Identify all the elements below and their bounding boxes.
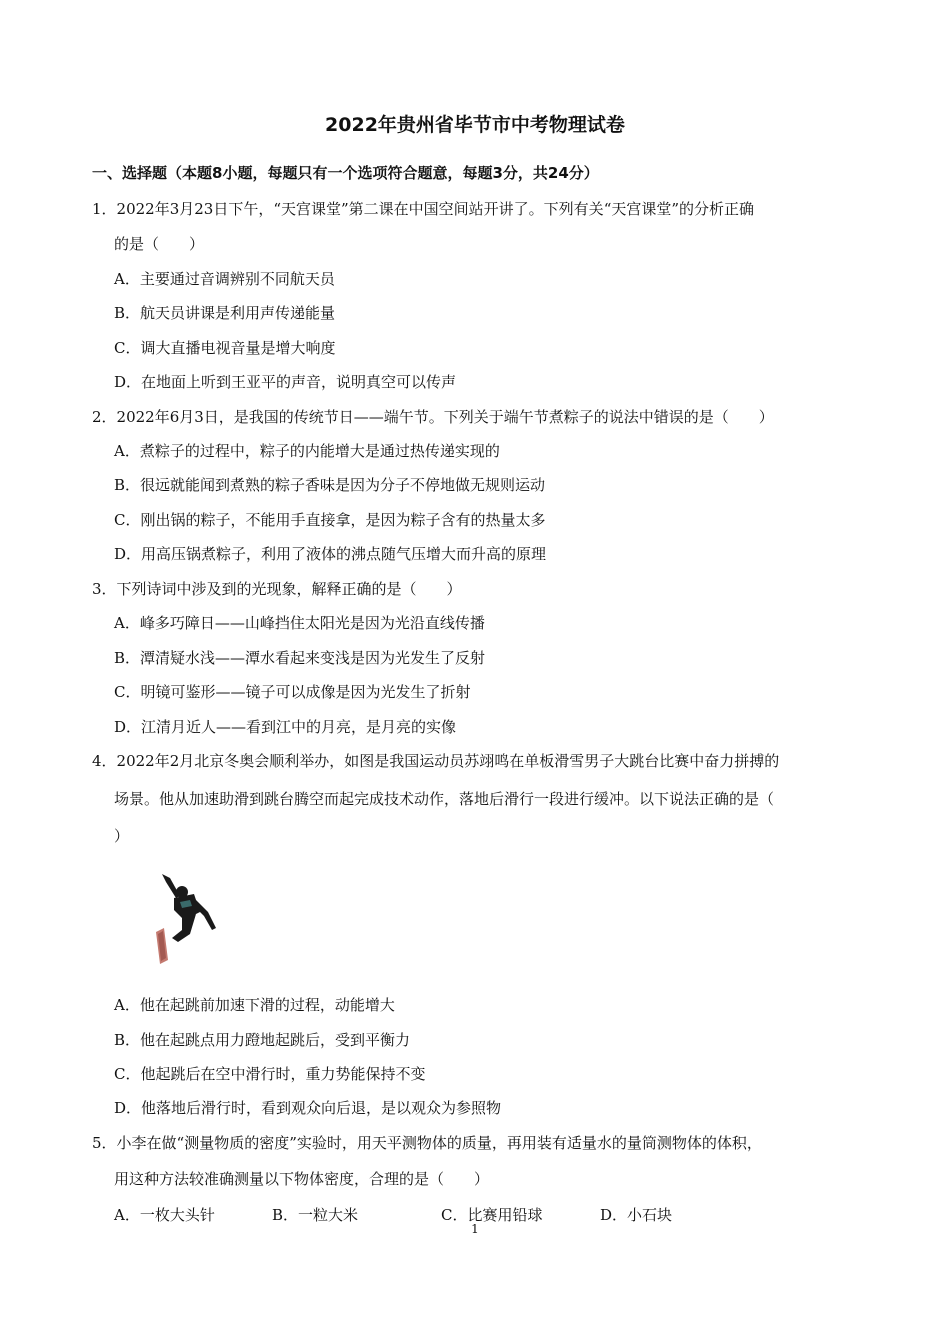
- q1-stem-line1: 1．2022年3月23日下午，“天宫课堂”第二课在中国空间站开讲了。下列有关“天宫课堂”的分析正确: [92, 200, 755, 218]
- q4-option-d: D．他落地后滑行时，看到观众向后退，是以观众为参照物: [114, 1099, 502, 1117]
- q5-stem-line2: 用这种方法较准确测量以下物体密度，合理的是（ ）: [114, 1170, 490, 1188]
- q5-option-d: D．小石块: [600, 1206, 673, 1224]
- q2-stem-line1: 2．2022年6月3日，是我国的传统节日——端午节。下列关于端午节煮粽子的说法中错误的是（ ）: [92, 408, 774, 426]
- exam-title: 2022年贵州省毕节市中考物理试卷: [325, 114, 625, 136]
- snowboarder-figure: [150, 868, 222, 968]
- q4-option-b: B．他在起跳点用力蹬地起跳后，受到平衡力: [114, 1031, 411, 1049]
- q4-stem-line1: 4．2022年2月北京冬奥会顺利举办，如图是我国运动员苏翊鸣在单板滑雪男子大跳台比赛中奋力拼搏的: [92, 752, 780, 770]
- page-number: 1: [471, 1222, 479, 1236]
- q1-stem-line2: 的是（ ）: [114, 235, 205, 253]
- q5-stem-line1: 5．小李在做“测量物质的密度”实验时，用天平测物体的质量，再用装有适量水的量筒测物体的体积，: [92, 1134, 762, 1152]
- q4-stem-line2: 场景。他从加速助滑到跳台腾空而起完成技术动作，落地后滑行一段进行缓冲。以下说法正确的是（: [114, 790, 775, 808]
- q1-option-a: A．主要通过音调辨别不同航天员: [114, 270, 335, 288]
- q2-option-a: A．煮粽子的过程中，粽子的内能增大是通过热传递实现的: [114, 442, 500, 460]
- q1-option-b: B．航天员讲课是利用声传递能量: [114, 304, 336, 322]
- q3-stem-line1: 3．下列诗词中涉及到的光现象，解释正确的是（ ）: [92, 580, 462, 598]
- q3-option-d: D．江清月近人——看到江中的月亮，是月亮的实像: [114, 718, 457, 736]
- q5-option-b: B．一粒大米: [272, 1206, 359, 1224]
- q1-option-c: C．调大直播电视音量是增大响度: [114, 339, 336, 357]
- q1-option-d: D．在地面上听到王亚平的声音，说明真空可以传声: [114, 373, 457, 391]
- section-heading: 一、选择题（本题8小题，每题只有一个选项符合题意，每题3分，共24分）: [92, 164, 599, 182]
- q3-option-a: A．峰多巧障日——山峰挡住太阳光是因为光沿直线传播: [114, 614, 485, 632]
- q3-option-b: B．潭清疑水浅——潭水看起来变浅是因为光发生了反射: [114, 649, 486, 667]
- q4-option-a: A．他在起跳前加速下滑的过程，动能增大: [114, 996, 395, 1014]
- q4-option-c: C．他起跳后在空中滑行时，重力势能保持不变: [114, 1065, 426, 1083]
- q5-option-c: C．比赛用铅球: [441, 1206, 543, 1224]
- q5-option-a: A．一枚大头针: [114, 1206, 215, 1224]
- q3-option-c: C．明镜可鉴形——镜子可以成像是因为光发生了折射: [114, 683, 471, 701]
- q2-option-c: C．刚出锅的粽子，不能用手直接拿，是因为粽子含有的热量太多: [114, 511, 546, 529]
- q2-option-d: D．用高压锅煮粽子，利用了液体的沸点随气压增大而升高的原理: [114, 545, 547, 563]
- q2-option-b: B．很远就能闻到煮熟的粽子香味是因为分子不停地做无规则运动: [114, 476, 546, 494]
- q4-stem-line3: ）: [114, 827, 130, 845]
